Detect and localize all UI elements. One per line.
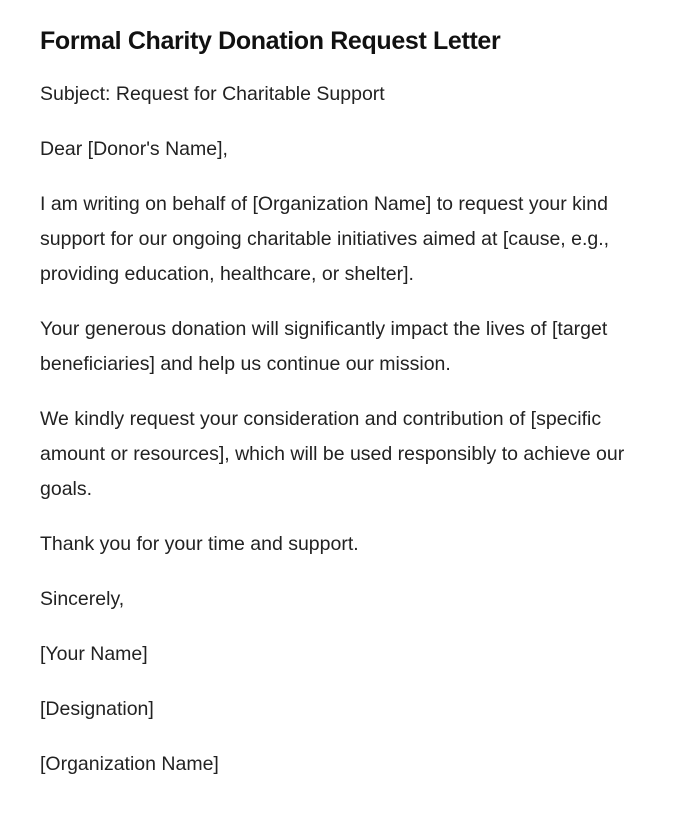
closing: Sincerely, xyxy=(40,588,125,610)
signature-designation: [Designation] xyxy=(40,698,154,720)
body-paragraph-thanks: Thank you for your time and support. xyxy=(40,533,359,555)
body-paragraph-request: We kindly request your consideration and contribution of [specific amount or resources], which will be used responsibly to achieve our goals. xyxy=(40,408,625,500)
subject-line: Subject: Request for Charitable Support xyxy=(40,83,385,105)
body-paragraph-impact: Your generous donation will significantly impact the lives of [target beneficiaries] and help us continue our mission. xyxy=(40,318,608,375)
document-title: Formal Charity Donation Request Letter xyxy=(40,27,501,55)
signature-name: [Your Name] xyxy=(40,643,148,665)
signature-organization: [Organization Name] xyxy=(40,753,219,775)
salutation: Dear [Donor's Name], xyxy=(40,138,228,160)
body-paragraph-intro: I am writing on behalf of [Organization Name] to request your kind support for our ongoing charitable initiatives aimed at [cause, e.g., providing education, healthcare, or shelter]. xyxy=(40,193,610,285)
